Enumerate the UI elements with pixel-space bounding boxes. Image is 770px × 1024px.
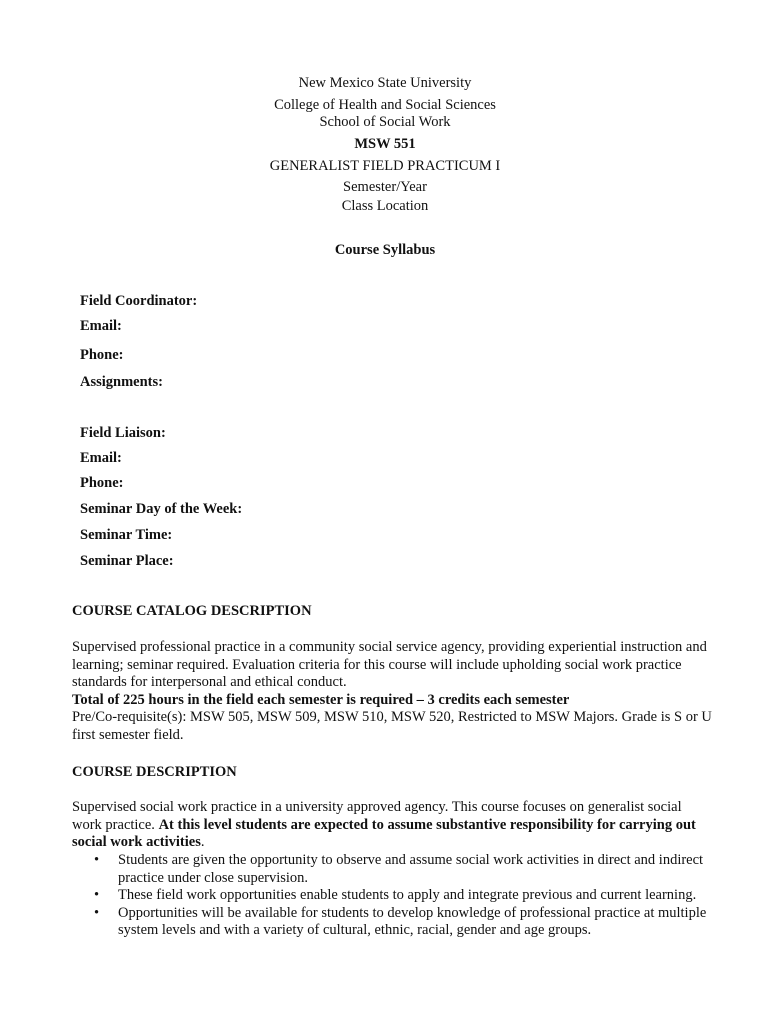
document-title: Course Syllabus [334, 242, 436, 258]
list-item: • Opportunities will be available for students to develop knowledge of professional practice at multiple system levels and with a variety of cultural, ethnic, racial, gender and age groups. [94, 904, 707, 939]
liaison-phone-label: Phone: [80, 475, 124, 491]
hours-requirement: Total of 225 hours in the field each semester is required – 3 credits each semester [72, 691, 570, 708]
school-name: School of Social Work [319, 114, 451, 130]
field-coordinator-label: Field Coordinator: [80, 293, 198, 309]
catalog-text: Supervised professional practice in a community social service agency, providing experiential instruction and learning; seminar required. Evaluation criteria for this course will include upholding social work practice standards for interpersonal and ethical conduct. [72, 639, 707, 691]
description-heading: COURSE DESCRIPTION [72, 764, 237, 780]
course-code: MSW 551 [354, 136, 416, 152]
description-bullet-list [72, 852, 712, 940]
assignments-label: Assignments: [80, 374, 163, 390]
course-title: GENERALIST FIELD PRACTICUM I [269, 158, 501, 174]
description-text [72, 799, 712, 852]
catalog-description [72, 639, 712, 745]
catalog-heading: COURSE CATALOG DESCRIPTION [72, 603, 312, 619]
description-emphasis: At this level students are expected to assume substantive responsibility for carrying out social work activities [72, 816, 696, 851]
seminar-time-label: Seminar Time: [80, 527, 173, 543]
description-period: . [200, 834, 205, 851]
description-intro: Supervised social work practice in a university approved agency. This course focuses on generalist social work practice. [72, 799, 682, 833]
semester-year: Semester/Year [343, 179, 427, 195]
coordinator-phone-label: Phone: [80, 347, 124, 363]
prerequisites: Pre/Co-requisite(s): MSW 505, MSW 509, MSW 510, MSW 520, Restricted to MSW Majors. Grade is S or U first semester field. [72, 709, 712, 743]
college-name: College of Health and Social Sciences [274, 97, 496, 113]
seminar-day-label: Seminar Day of the Week: [80, 501, 243, 517]
list-item: • Students are given the opportunity to observe and assume social work activities in direct and indirect practice under close supervision. [94, 852, 704, 886]
coordinator-email-label: Email: [80, 318, 122, 334]
bullet-icon: • [94, 852, 100, 868]
class-location: Class Location [341, 198, 429, 214]
field-liaison-label: Field Liaison: [80, 425, 166, 441]
bullet-icon: • [94, 887, 100, 904]
bullet-icon: • [94, 904, 100, 921]
list-item: • These field work opportunities enable students to apply and integrate previous and current learning. [94, 887, 697, 904]
seminar-place-label: Seminar Place: [80, 553, 174, 569]
course-description [72, 799, 712, 852]
liaison-email-label: Email: [80, 450, 122, 466]
university-name: New Mexico State University [298, 75, 472, 91]
